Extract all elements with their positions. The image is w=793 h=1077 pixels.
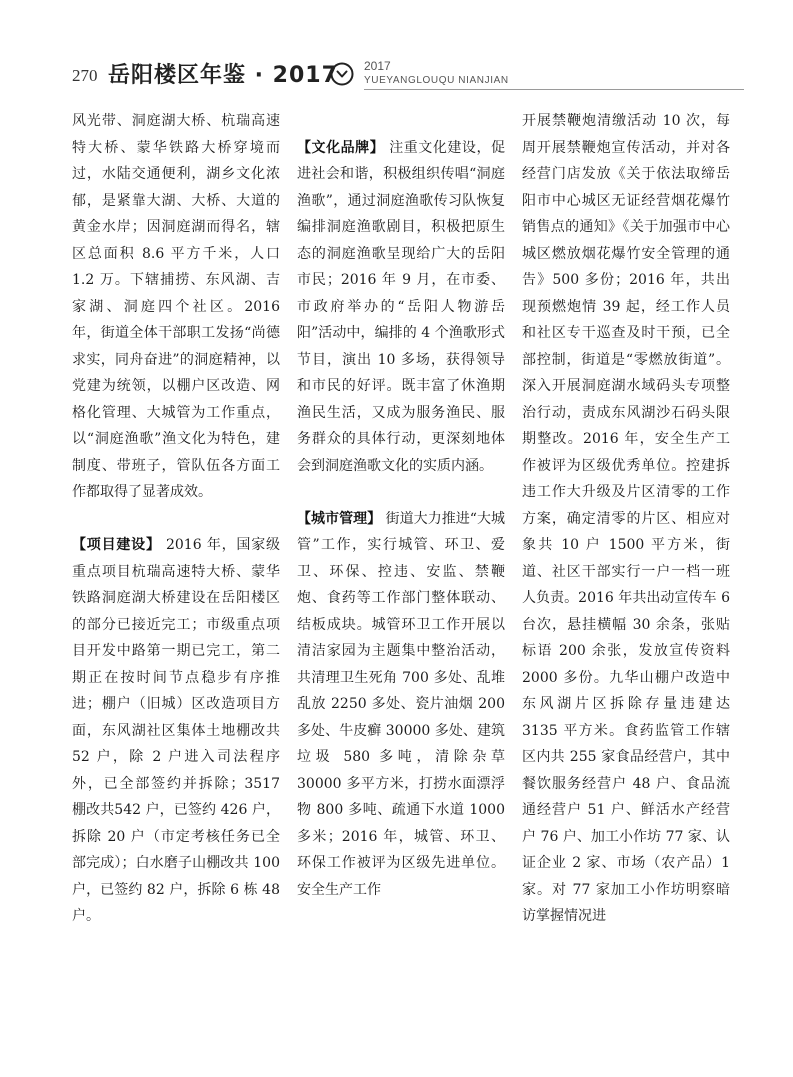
culture-section-label: 【文化品牌】	[297, 139, 385, 156]
project-section-text: 2016 年，国家级重点项目杭瑞高速特大桥、蒙华铁路洞庭湖大桥建设在岳阳楼区的部分已接近完工；市级重点项目开发中路第一期已完工，第二期正在按时间节点稳步有序推进；棚户（旧城）区改造项目方面，东风湖社区集体土地棚改共 52 户，除 2 户进入司法程序外，已全部签约并拆除；3517 棚改共542 户，已签约 426 户，拆除 20 户（市定考核任务已全部完成）；白水磨子山棚改共 100 户，已签约 82 户，拆除 6 栋 48 户。	[72, 537, 280, 924]
header-subtitle: YUEYANGLOUQU NIANJIAN	[364, 75, 509, 86]
culture-section	[297, 135, 505, 480]
down-arrow-circle-icon	[330, 62, 354, 86]
project-section	[72, 532, 280, 930]
header-year: 2017	[364, 59, 391, 73]
column-2	[297, 108, 505, 903]
culture-section-text: 注重文化建设，促进社会和谐，积极组织传唱“洞庭渔歌”，通过洞庭渔歌传习队恢复编排洞庭渔歌剧目，积极把原生态的洞庭渔歌呈现给广大的岳阳市民；2016 年 9 月，在市委、市政府举办的“岳阳人物游岳阳”活动中，编排的 4 个渔歌形式节目，演出 10 多场，获得领导和市民的好评。既丰富了休渔期渔民生活，又成为服务渔民、服务群众的具体行动，更深刻地体会到洞庭渔歌文化的实质内涵。	[297, 139, 505, 474]
intro-paragraph: 风光带、洞庭湖大桥、杭瑞高速特大桥、蒙华铁路大桥穿境而过，水陆交通便利，湖乡文化浓郁，是紧靠大湖、大桥、大道的黄金水岸；因洞庭湖而得名，辖区总面积 8.6 平方千米，人口 1.2 万。下辖捕捞、东风湖、吉家湖、洞庭四个社区。2016 年，街道全体干部职工发扬“尚德求实，同舟奋进”的洞庭精神，以党建为统领，以棚户区改造、网格化管理、大城管为工作重点，以“洞庭渔歌”渔文化为特色，建制度、带班子，管队伍各方面工作都取得了显著成效。	[72, 113, 280, 500]
column-1	[72, 108, 280, 930]
page-number: 270	[72, 66, 98, 85]
column-3	[522, 108, 730, 930]
column-3-paragraph: 开展禁鞭炮清缴活动 10 次，每周开展禁鞭炮宣传活动，并对各经营门店发放《关于依法取缔岳阳市中心城区无证经营烟花爆竹销售点的通知》《关于加强市中心城区燃放烟花爆竹安全管理的通告》500 多份；2016 年，共出现预燃炮情 39 起，经工作人员和社区专干巡查及时干预，已全部控制，街道是“零燃放街道”。深入开展洞庭湖水域码头专项整治行动，责成东风湖沙石码头限期整改。2016 年，安全生产工作被评为区级优秀单位。控建拆违工作大升级及片区清零的工作方案，确定清零的片区、相应对象共 10 户 1500 平方米，街道、社区干部实行一户一档一班人负责。2016 年共出动宣传车 6 台次，悬挂横幅 30 余条，张贴标语 200 余张，发放宣传资料 2000 多份。九华山棚户改造中东风湖片区拆除存量违建达 3135 平方米。食药监管工作辖区内共 255 家食品经营户，其中餐饮服务经营户 48 户、食品流通经营户 51 户、鲜活水产经营户 76 户、加工小作坊 77 家、认证企业 2 家、市场（农产品）1 家。对 77 家加工小作坊明察暗访掌握情况进	[522, 113, 730, 924]
city-section-label: 【城市管理】	[297, 510, 382, 527]
page-header	[0, 0, 793, 110]
city-section-text: 街道大力推进“大城管”工作，实行城管、环卫、爱卫、环保、控违、安监、禁鞭炮、食药等工作部门整体联动、结板成块。城管环卫工作开展以清洁家园为主题集中整治活动，共清理卫生死角 700 多处、乱堆乱放 2250 多处、瓷片油烟 200 多处、牛皮癣 30000 多处、建筑垃圾 580 多吨，清除杂草 30000 多平方米，打捞水面漂浮物 800 多吨、疏通下水道 1000 多米；2016 年，城管、环卫、环保工作被评为区级先进单位。安全生产工作	[297, 510, 505, 898]
book-title: 岳阳楼区年鉴 · 2017	[108, 63, 338, 88]
city-section	[297, 506, 505, 904]
header-rule	[364, 89, 744, 90]
project-section-label: 【项目建设】	[72, 537, 161, 553]
